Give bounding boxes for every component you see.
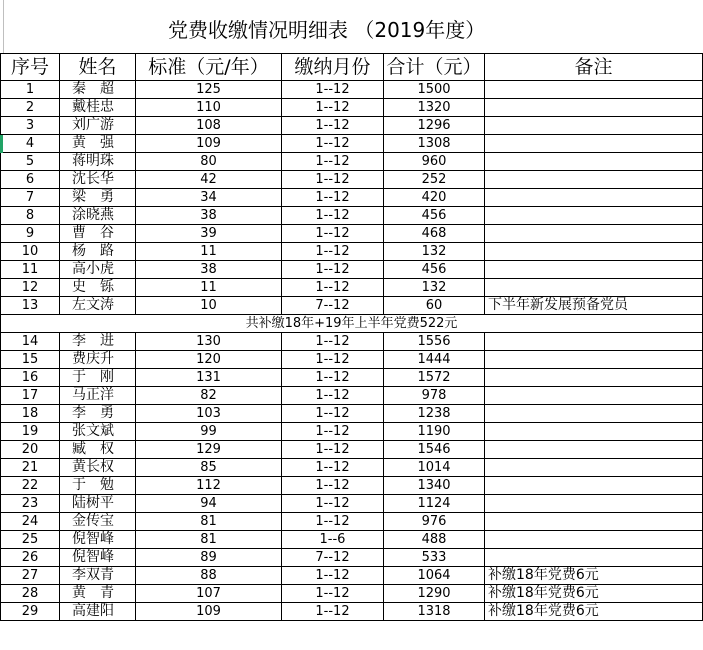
cell-total[interactable]: 1318: [384, 603, 485, 621]
cell-standard[interactable]: 109: [136, 135, 282, 153]
cell-note[interactable]: [485, 243, 703, 261]
table-row: [1, 459, 703, 477]
cell-note[interactable]: [485, 207, 703, 225]
cell-months[interactable]: 1--12: [282, 153, 384, 171]
table-row: [1, 261, 703, 279]
cell-note[interactable]: [485, 279, 703, 297]
cell-months[interactable]: 1--12: [282, 477, 384, 495]
cell-note[interactable]: [485, 351, 703, 369]
table-row: [1, 495, 703, 513]
cell-total[interactable]: 60: [384, 297, 485, 315]
cell-standard[interactable]: 81: [136, 513, 282, 531]
cell-months[interactable]: 1--12: [282, 513, 384, 531]
dues-table: [0, 53, 703, 621]
cell-months[interactable]: 1--12: [282, 441, 384, 459]
cell-total[interactable]: 978: [384, 387, 485, 405]
cell-standard[interactable]: 82: [136, 387, 282, 405]
cell-total[interactable]: 132: [384, 279, 485, 297]
cell-months[interactable]: 1--12: [282, 243, 384, 261]
cell-standard[interactable]: 107: [136, 585, 282, 603]
merged-note-cell[interactable]: 共补缴18年+19年上半年党费522元: [1, 315, 703, 333]
table-row: [1, 369, 703, 387]
cell-total[interactable]: 1556: [384, 333, 485, 351]
cell-note[interactable]: [485, 405, 703, 423]
cell-standard[interactable]: 39: [136, 225, 282, 243]
cell-total[interactable]: 1444: [384, 351, 485, 369]
cell-name[interactable]: 梁 勇: [60, 189, 136, 207]
cell-name[interactable]: 李 勇: [60, 405, 136, 423]
cell-total[interactable]: 533: [384, 549, 485, 567]
cell-standard[interactable]: 11: [136, 279, 282, 297]
cell-name[interactable]: 杨 路: [60, 243, 136, 261]
cell-name[interactable]: 金传宝: [60, 513, 136, 531]
table-row: [1, 135, 703, 153]
cell-standard[interactable]: 109: [136, 603, 282, 621]
cell-months[interactable]: 1--12: [282, 99, 384, 117]
cell-note[interactable]: [485, 549, 703, 567]
table-row: [1, 387, 703, 405]
cell-months[interactable]: 1--12: [282, 261, 384, 279]
cell-total[interactable]: 1340: [384, 477, 485, 495]
sheet-title: 党费收缴情况明细表 （2019年度）: [168, 18, 486, 42]
cell-no[interactable]: 9: [1, 225, 60, 243]
cell-no[interactable]: 23: [1, 495, 60, 513]
cell-no[interactable]: 20: [1, 441, 60, 459]
table-row: [1, 243, 703, 261]
cell-total[interactable]: 1572: [384, 369, 485, 387]
cell-no[interactable]: 1: [1, 81, 60, 99]
row-selector-cell[interactable]: [0, 0, 4, 53]
cell-standard[interactable]: 10: [136, 297, 282, 315]
table-row: [1, 513, 703, 531]
cell-note[interactable]: 补缴18年党费6元: [485, 567, 703, 585]
cell-name[interactable]: 于 刚: [60, 369, 136, 387]
cell-standard[interactable]: 34: [136, 189, 282, 207]
cell-note[interactable]: [485, 261, 703, 279]
cell-months[interactable]: 1--12: [282, 207, 384, 225]
cell-months[interactable]: 1--12: [282, 423, 384, 441]
cell-name[interactable]: 于 勉: [60, 477, 136, 495]
table-row: [1, 333, 703, 351]
table-row: [1, 531, 703, 549]
cell-name[interactable]: 高小虎: [60, 261, 136, 279]
cell-no[interactable]: 15: [1, 351, 60, 369]
active-row-marker: [0, 135, 3, 153]
cell-no[interactable]: 28: [1, 585, 60, 603]
cell-total[interactable]: 1546: [384, 441, 485, 459]
cell-months[interactable]: 1--12: [282, 603, 384, 621]
cell-note[interactable]: [485, 459, 703, 477]
cell-standard[interactable]: 130: [136, 333, 282, 351]
cell-name[interactable]: 左文涛: [60, 297, 136, 315]
table-row: [1, 477, 703, 495]
cell-months[interactable]: 1--12: [282, 459, 384, 477]
cell-name[interactable]: 李 进: [60, 333, 136, 351]
cell-note[interactable]: [485, 117, 703, 135]
cell-no[interactable]: 25: [1, 531, 60, 549]
cell-no[interactable]: 22: [1, 477, 60, 495]
table-row: [1, 405, 703, 423]
cell-no[interactable]: 12: [1, 279, 60, 297]
cell-no[interactable]: 17: [1, 387, 60, 405]
cell-note[interactable]: [485, 81, 703, 99]
cell-standard[interactable]: 89: [136, 549, 282, 567]
cell-months[interactable]: 1--12: [282, 567, 384, 585]
cell-standard[interactable]: 125: [136, 81, 282, 99]
cell-note[interactable]: [485, 477, 703, 495]
cell-note[interactable]: [485, 387, 703, 405]
cell-standard[interactable]: 11: [136, 243, 282, 261]
column-header-note[interactable]: 备注: [485, 54, 703, 81]
table-row: [1, 99, 703, 117]
cell-total[interactable]: 252: [384, 171, 485, 189]
column-header-total[interactable]: 合计（元）: [384, 54, 485, 81]
cell-note[interactable]: 补缴18年党费6元: [485, 585, 703, 603]
cell-standard[interactable]: 99: [136, 423, 282, 441]
cell-no[interactable]: 19: [1, 423, 60, 441]
table-row: [1, 207, 703, 225]
cell-months[interactable]: 1--6: [282, 531, 384, 549]
table-row: [1, 81, 703, 99]
cell-name[interactable]: 高建阳: [60, 603, 136, 621]
merged-note-row: [1, 315, 703, 333]
cell-total[interactable]: 1320: [384, 99, 485, 117]
cell-total[interactable]: 456: [384, 261, 485, 279]
cell-name[interactable]: 黄 青: [60, 585, 136, 603]
cell-months[interactable]: 1--12: [282, 333, 384, 351]
cell-name[interactable]: 涂晓燕: [60, 207, 136, 225]
table-row: [1, 279, 703, 297]
table-row: [1, 117, 703, 135]
cell-name[interactable]: 李双青: [60, 567, 136, 585]
cell-standard[interactable]: 38: [136, 207, 282, 225]
table-row: [1, 171, 703, 189]
cell-months[interactable]: 1--12: [282, 117, 384, 135]
cell-standard[interactable]: 112: [136, 477, 282, 495]
cell-total[interactable]: 960: [384, 153, 485, 171]
cell-name[interactable]: 史 铄: [60, 279, 136, 297]
cell-no[interactable]: 26: [1, 549, 60, 567]
cell-name[interactable]: 沈长华: [60, 171, 136, 189]
cell-no[interactable]: 2: [1, 99, 60, 117]
cell-no[interactable]: 11: [1, 261, 60, 279]
column-header-name[interactable]: 姓名: [60, 54, 136, 81]
cell-note[interactable]: [485, 225, 703, 243]
cell-note[interactable]: 下半年新发展预备党员: [485, 297, 703, 315]
cell-total[interactable]: 1308: [384, 135, 485, 153]
cell-months[interactable]: 1--12: [282, 171, 384, 189]
cell-total[interactable]: 1190: [384, 423, 485, 441]
cell-total[interactable]: 976: [384, 513, 485, 531]
cell-name[interactable]: 费庆升: [60, 351, 136, 369]
cell-no[interactable]: 4: [1, 135, 60, 153]
cell-no[interactable]: 14: [1, 333, 60, 351]
cell-no[interactable]: 24: [1, 513, 60, 531]
title-row[interactable]: [0, 0, 703, 54]
cell-total[interactable]: 456: [384, 207, 485, 225]
cell-standard[interactable]: 81: [136, 531, 282, 549]
cell-months[interactable]: 7--12: [282, 549, 384, 567]
cell-total[interactable]: 1290: [384, 585, 485, 603]
table-row: [1, 567, 703, 585]
cell-no[interactable]: 7: [1, 189, 60, 207]
header-row: [1, 54, 703, 81]
cell-name[interactable]: 秦 超: [60, 81, 136, 99]
cell-total[interactable]: 1238: [384, 405, 485, 423]
cell-name[interactable]: 陆树平: [60, 495, 136, 513]
cell-name[interactable]: 刘广游: [60, 117, 136, 135]
cell-standard[interactable]: 80: [136, 153, 282, 171]
table-row: [1, 441, 703, 459]
table-row: [1, 603, 703, 621]
cell-name[interactable]: 倪智峰: [60, 549, 136, 567]
cell-months[interactable]: 1--12: [282, 225, 384, 243]
cell-note[interactable]: [485, 99, 703, 117]
cell-no[interactable]: 16: [1, 369, 60, 387]
table-row: [1, 549, 703, 567]
cell-months[interactable]: 1--12: [282, 279, 384, 297]
cell-name[interactable]: 马正洋: [60, 387, 136, 405]
cell-months[interactable]: 1--12: [282, 369, 384, 387]
column-header-months[interactable]: 缴纳月份: [282, 54, 384, 81]
cell-note[interactable]: [485, 423, 703, 441]
column-header-standard[interactable]: 标准（元/年）: [136, 54, 282, 81]
cell-months[interactable]: 7--12: [282, 297, 384, 315]
cell-total[interactable]: 1124: [384, 495, 485, 513]
cell-name[interactable]: 黄 强: [60, 135, 136, 153]
cell-months[interactable]: 1--12: [282, 585, 384, 603]
cell-note[interactable]: [485, 441, 703, 459]
table-row: [1, 225, 703, 243]
cell-no[interactable]: 13: [1, 297, 60, 315]
cell-standard[interactable]: 108: [136, 117, 282, 135]
cell-total[interactable]: 132: [384, 243, 485, 261]
cell-total[interactable]: 1064: [384, 567, 485, 585]
cell-total[interactable]: 1014: [384, 459, 485, 477]
cell-note[interactable]: [485, 135, 703, 153]
cell-months[interactable]: 1--12: [282, 387, 384, 405]
cell-no[interactable]: 6: [1, 171, 60, 189]
cell-name[interactable]: 张文斌: [60, 423, 136, 441]
cell-total[interactable]: 1296: [384, 117, 485, 135]
cell-months[interactable]: 1--12: [282, 495, 384, 513]
cell-months[interactable]: 1--12: [282, 405, 384, 423]
cell-standard[interactable]: 110: [136, 99, 282, 117]
cell-name[interactable]: 臧 权: [60, 441, 136, 459]
cell-total[interactable]: 420: [384, 189, 485, 207]
cell-note[interactable]: [485, 531, 703, 549]
cell-months[interactable]: 1--12: [282, 351, 384, 369]
cell-name[interactable]: 戴桂忠: [60, 99, 136, 117]
cell-note[interactable]: [485, 495, 703, 513]
cell-name[interactable]: 蒋明珠: [60, 153, 136, 171]
cell-no[interactable]: 27: [1, 567, 60, 585]
cell-no[interactable]: 18: [1, 405, 60, 423]
cell-standard[interactable]: 88: [136, 567, 282, 585]
cell-no[interactable]: 10: [1, 243, 60, 261]
cell-standard[interactable]: 85: [136, 459, 282, 477]
table-row: [1, 189, 703, 207]
cell-months[interactable]: 1--12: [282, 135, 384, 153]
table-row: [1, 585, 703, 603]
cell-no[interactable]: 21: [1, 459, 60, 477]
cell-standard[interactable]: 131: [136, 369, 282, 387]
cell-note[interactable]: 补缴18年党费6元: [485, 603, 703, 621]
cell-no[interactable]: 8: [1, 207, 60, 225]
table-row: [1, 153, 703, 171]
table-row: [1, 351, 703, 369]
cell-months[interactable]: 1--12: [282, 189, 384, 207]
column-header-no[interactable]: 序号: [1, 54, 60, 81]
cell-standard[interactable]: 120: [136, 351, 282, 369]
table-row: [1, 297, 703, 315]
table-row: [1, 423, 703, 441]
cell-name[interactable]: 曹 谷: [60, 225, 136, 243]
cell-name[interactable]: 黄长权: [60, 459, 136, 477]
cell-standard[interactable]: 94: [136, 495, 282, 513]
cell-no[interactable]: 29: [1, 603, 60, 621]
cell-standard[interactable]: 38: [136, 261, 282, 279]
cell-name[interactable]: 倪智峰: [60, 531, 136, 549]
cell-no[interactable]: 5: [1, 153, 60, 171]
cell-note[interactable]: [485, 171, 703, 189]
cell-months[interactable]: 1--12: [282, 81, 384, 99]
cell-note[interactable]: [485, 513, 703, 531]
cell-total[interactable]: 1500: [384, 81, 485, 99]
cell-standard[interactable]: 103: [136, 405, 282, 423]
cell-total[interactable]: 488: [384, 531, 485, 549]
cell-note[interactable]: [485, 153, 703, 171]
cell-total[interactable]: 468: [384, 225, 485, 243]
cell-standard[interactable]: 42: [136, 171, 282, 189]
cell-no[interactable]: 3: [1, 117, 60, 135]
cell-note[interactable]: [485, 369, 703, 387]
cell-standard[interactable]: 129: [136, 441, 282, 459]
cell-note[interactable]: [485, 189, 703, 207]
cell-note[interactable]: [485, 333, 703, 351]
